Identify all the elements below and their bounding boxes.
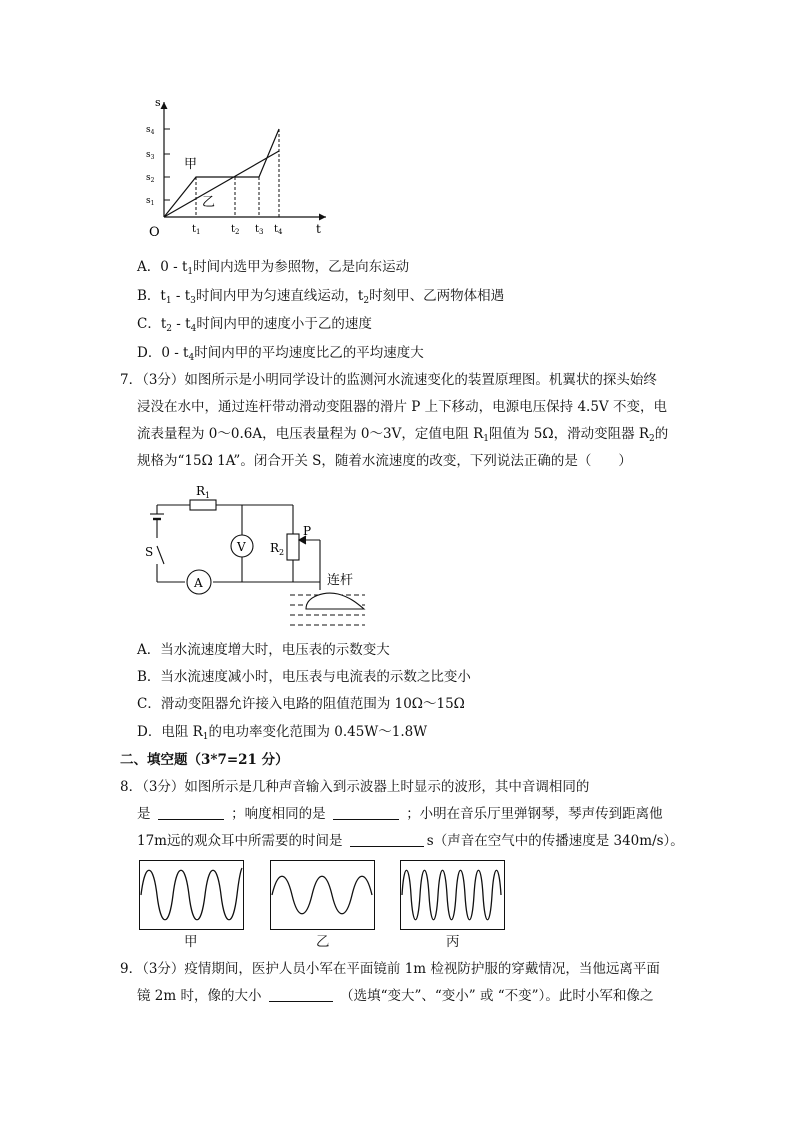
jia-line [164,129,279,217]
s-axis-label: s [155,96,161,109]
section-fill-blank-heading: 二、填空题（3*7=21 分） [120,752,289,768]
q6-option-c: C．$t_2 - t_4$时间内甲的速度小于乙的速度 [137,316,372,334]
q7-stem-line4: 规格为“15Ω 1A”。闭合开关 S，随着水流速度的改变，下列说法正确的是（ ） [137,453,632,469]
switch-s [157,546,164,564]
r2-rheostat [287,534,299,560]
t1-tick: $t_1$ [192,224,201,236]
q7-stem-line3: 流表量程为 0～0.6A，电压表量程为 0～3V，定值电阻 $R_1$阻值为 5Ω，滑动变阻器 $R_2$的 [137,426,669,444]
q7-stem-line2: 浸没在水中，通过连杆带动滑动变阻器的滑片 P 上下移动，电源电压保持 4.5V 不变，电 [137,399,667,415]
r1-resistor [190,500,216,510]
wave-label-bing: 丙 [446,934,460,950]
t3-tick: $t_3$ [255,224,264,236]
q7-option-d: D．电阻 $R_1$的电功率变化范围为 0.45W～1.8W [137,724,428,742]
q6-option-d: D．$0 - t_4$时间内甲的平均速度比乙的平均速度大 [137,345,424,363]
q6-option-b: B．$t_1 - t_3$时间内甲为匀速直线运动，$t_2$时刻甲、乙两物体相遇 [137,288,505,306]
q7-option-c: C．滑动变阻器允许接入电路的阻值范围为 10Ω～15Ω [137,696,465,712]
q8-blank-2[interactable] [333,805,399,820]
q9-line1: 9．（3分）疫情期间，医护人员小军在平面镜前 1m 检视防护服的穿戴情况，当他远离平面 [120,961,660,977]
q9-blank-1[interactable] [269,987,333,1002]
st-graph [140,90,340,240]
q8-blank-3[interactable] [350,832,424,847]
rod-label: 连杆 [327,573,354,588]
q7-option-a: A．当水流速度增大时，电压表的示数变大 [137,642,390,658]
p-label: P [303,524,312,538]
q8-line3: 17m远的观众耳中所需要的时间是 s（声音在空气中的传播速度是 340m/s）。 [137,833,684,849]
a-label: A [194,576,203,590]
s2-tick: $s_2$ [146,173,155,184]
q8-line1: 8．（3分）如图所示是几种声音输入到示波器上时显示的波形，其中音调相同的 [120,779,590,795]
wave-label-jia: 甲 [184,934,198,950]
waveform-jia [139,860,244,930]
r2-label: $R_2$ [270,541,285,557]
r1-label: $R_1$ [196,484,211,500]
v-label: V [237,540,246,554]
t4-tick: $t_4$ [274,224,283,236]
q6-option-a: A．$0 - t_1$时间内选甲为参照物，乙是向东运动 [137,259,410,277]
wave-label-yi: 乙 [316,934,330,950]
q8-blank-1[interactable] [158,805,224,820]
yi-line [164,151,279,217]
s1-tick: $s_1$ [146,196,155,207]
t-axis-label: t [316,222,321,236]
q8-line2: 是 ；响度相同的是 ；小明在音乐厅里弹钢琴，琴声传到距离他 [137,806,663,822]
t2-tick: $t_2$ [231,224,240,236]
circuit-diagram [140,478,380,638]
s3-tick: $s_3$ [146,150,155,161]
s4-tick: $s_4$ [146,125,155,136]
waveform-yi [270,860,375,930]
q7-option-b: B．当水流速度减小时，电压表与电流表的示数之比变小 [137,669,471,685]
s-label: S [145,545,154,559]
yi-label: 乙 [202,195,216,210]
origin-label: O [149,225,160,240]
waveform-bing [400,860,505,930]
jia-label: 甲 [184,157,198,172]
q9-line2: 镜 2m 时，像的大小 （选填“变大”、“变小” 或 “不变”）。此时小军和像之 [137,988,654,1004]
q7-stem-line1: 7．（3分）如图所示是小明同学设计的监测河水流速变化的装置原理图。机翼状的探头始终 [120,372,657,388]
